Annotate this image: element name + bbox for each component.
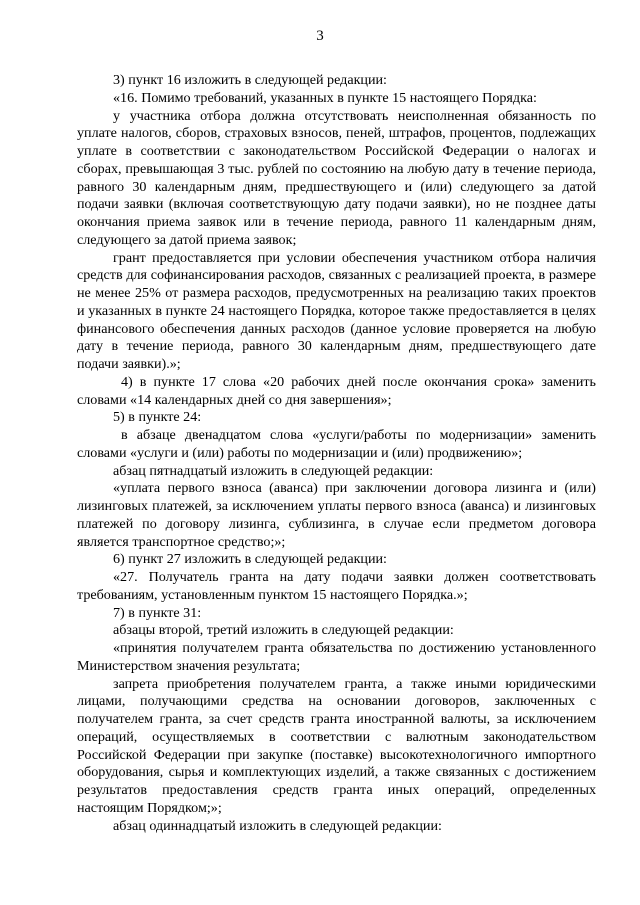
paragraph-currency-ban: запрета приобретения получателем гранта, а также иными юридическими лицами, получающими средства на основании договоров, заключенных с получателем гранта, за счет средств гранта иностранной валюты, за исключением операций, осуществляемых в соответствии с валютным законодательством Российской Федерации при закупке (поставке) высокотехнологичного импортного оборудования, сырья и комплектующих изделий, а также связанных с достижением результатов предоставления средств гранта иных операций, определенных настоящим Порядком;»; <box>77 675 596 816</box>
paragraph-tax-obligation: у участника отбора должна отсутствовать неисполненная обязанность по уплате налогов, сборов, страховых взносов, пеней, штрафов, процентов, подлежащих уплате в соответствии с законодательством Российской Федерации о налогах и сборах, превышающая 3 тыс. рублей по состоянию на любую дату в течение периода, равного 30 календарным дням, предшествующего и (или) следующего за датой подачи заявки (включая соответствующую дату подачи заявки), но не позднее даты окончания приема заявок или в течение периода, равного 11 календарным дням, следующего за датой приема заявок; <box>77 107 596 248</box>
paragraph-item-7: 7) в пункте 31: <box>113 604 202 621</box>
paragraph-twelfth-clause: в абзаце двенадцатом слова «услуги/работы по модернизации» заменить словами «услуги и (или) работы по модернизации и (или) продвижению»; <box>77 427 596 461</box>
paragraph-fifteenth-clause: абзац пятнадцатый изложить в следующей редакции: <box>113 462 434 479</box>
paragraph-eleventh-clause: абзац одиннадцатый изложить в следующей редакции: <box>113 817 442 834</box>
paragraph-quote-16: «16. Помимо требований, указанных в пункте 15 настоящего Порядка: <box>113 89 537 106</box>
paragraph-item-5: 5) в пункте 24: <box>113 409 202 426</box>
paragraph-second-third-clauses: абзацы второй, третий изложить в следующей редакции: <box>113 622 454 639</box>
paragraph-leasing: «уплата первого взноса (аванса) при заключении договора лизинга и (или) лизинговых платежей, за исключением уплаты первого взноса (аванса) и лизинговых платежей по договору лизинга, сублизинга, в случае если предметом договора является транспортное средство;»; <box>77 480 596 550</box>
paragraph-quote-27: «27. Получатель гранта на дату подачи заявки должен соответствовать требованиям, установленным пунктом 15 настоящего Порядка.»; <box>77 569 596 603</box>
paragraph-item-4: 4) в пункте 17 слова «20 рабочих дней после окончания срока» заменить словами «14 календарных дней со дня завершения»; <box>77 373 596 408</box>
page-number: 3 <box>316 28 324 44</box>
document-body <box>77 72 596 835</box>
paragraph-item-6: 6) пункт 27 изложить в следующей редакции: <box>113 551 387 568</box>
paragraph-result-obligation: «принятия получателем гранта обязательства по достижению установленного Министерством значения результата; <box>77 640 596 674</box>
paragraph-cofinancing: грант предоставляется при условии обеспечения участником отбора наличия средств для софинансирования расходов, связанных с реализацией проекта, в размере не менее 25% от размера расходов, предусмотренных на реализацию таких проектов и указанных в пункте 24 настоящего Порядка, которое также предоставляется в целях финансового обеспечения данных расходов (данное условие проверяется на любую дату в течение периода, равного 30 календарным дням, предшествующего дате подачи заявки).»; <box>77 249 596 372</box>
paragraph-item-3: 3) пункт 16 изложить в следующей редакции: <box>113 72 387 88</box>
